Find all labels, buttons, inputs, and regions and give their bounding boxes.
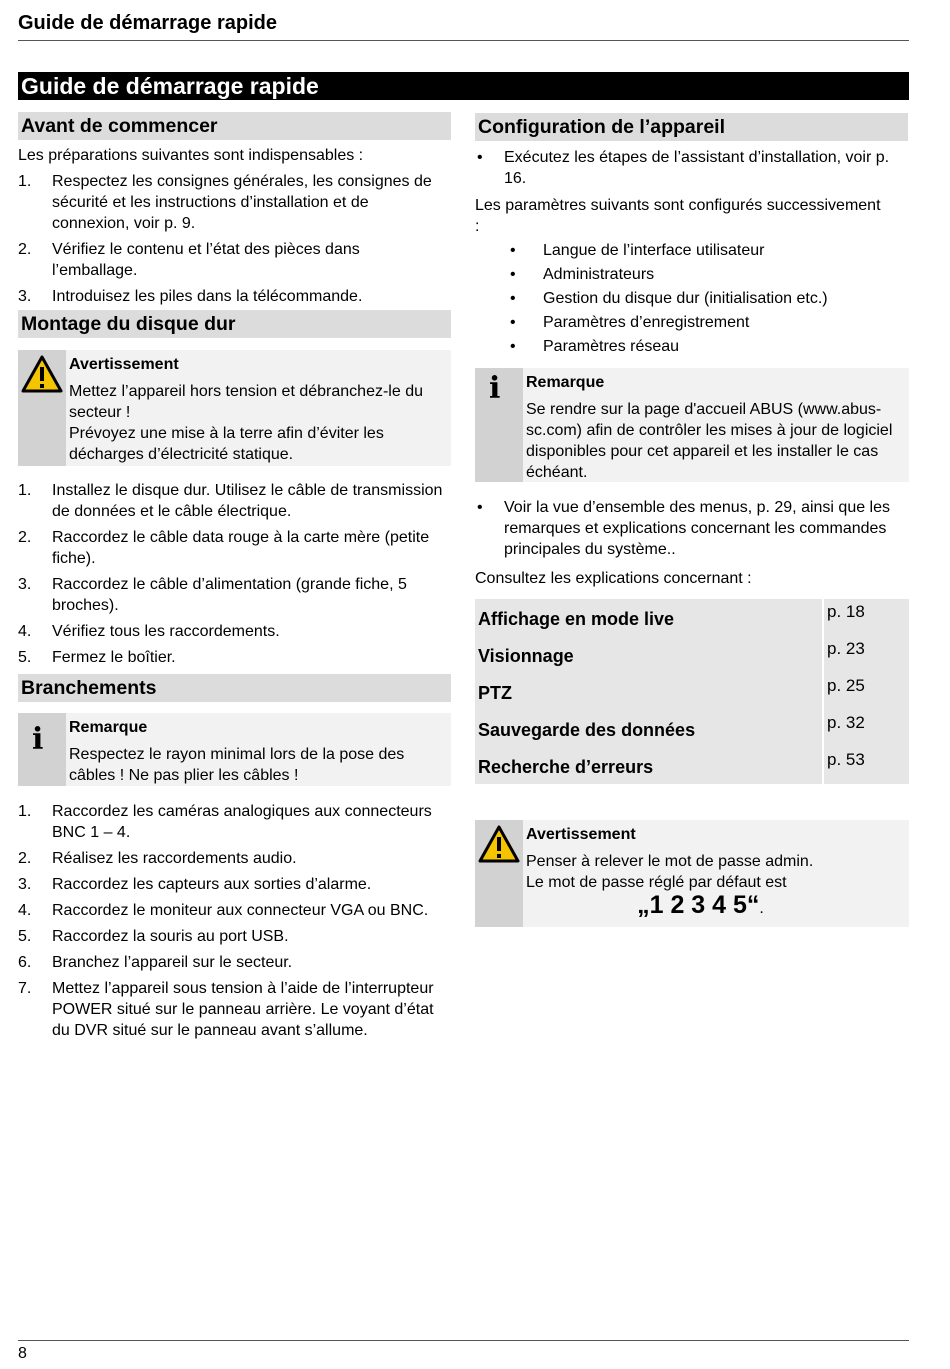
list-item: • Gestion du disque dur (initialisation etc.): [509, 288, 899, 309]
params-list: [509, 240, 899, 360]
table-row: [475, 747, 909, 784]
section-heading-config: Configuration de l’appareil: [475, 113, 908, 141]
footer-rule: [18, 1340, 909, 1341]
header-rule: [18, 40, 909, 41]
list-item: 4. Vérifiez tous les raccordements.: [18, 623, 280, 640]
info-icon-cell: [18, 713, 66, 786]
list-item: 4. Raccordez le moniteur aux connecteur VGA ou BNC.: [18, 902, 429, 919]
config-intro: Les paramètres suivants sont configurés successivement :: [475, 197, 881, 235]
table-row: [475, 710, 909, 747]
table-row: [475, 599, 909, 636]
note-text: Se rendre sur la page d'accueil ABUS (www.abus-sc.com) afin de contrôler les mises à jour de logiciel disponibles pour cet appareil et les installer le cas échéant.: [526, 401, 893, 481]
avant-list: [18, 171, 443, 312]
ref-label: Sauvegarde des données: [475, 710, 822, 747]
warning-body: [526, 824, 905, 919]
list-item: 3. Raccordez les capteurs aux sorties d’alarme.: [18, 876, 372, 893]
note-body: [69, 717, 447, 786]
list-item: 5. Raccordez la souris au port USB.: [18, 928, 289, 945]
ref-label: Recherche d’erreurs: [475, 747, 822, 784]
list-item: 3. Raccordez le câble d’alimentation (grande fiche, 5 broches).: [18, 576, 407, 614]
warning-title: Avertissement: [526, 826, 636, 843]
note-box-branchements: [18, 713, 451, 786]
section-heading-montage: Montage du disque dur: [18, 310, 451, 338]
ref-label: Affichage en mode live: [475, 599, 822, 636]
warning-line: Penser à relever le mot de passe admin.: [526, 853, 814, 870]
warning-triangle-icon: [21, 355, 63, 393]
config-bullets-1: [475, 147, 900, 192]
list-item: • Paramètres réseau: [509, 336, 899, 357]
warning-line: Prévoyez une mise à la terre afin d’éviter les décharges d’électricité statique.: [69, 425, 384, 463]
list-item: 3. Introduisez les piles dans la télécommande.: [18, 288, 363, 305]
ref-page: p. 53: [824, 747, 909, 784]
note-title: Remarque: [526, 374, 605, 391]
warning-line: Mettez l’appareil hors tension et débranchez-le du secteur !: [69, 383, 423, 421]
list-item: • Langue de l’interface utilisateur: [509, 240, 899, 261]
page-title: Guide de démarrage rapide: [18, 72, 909, 100]
list-item: 2. Réalisez les raccordements audio.: [18, 850, 297, 867]
password-period: .: [759, 900, 764, 917]
ref-page: p. 18: [824, 599, 909, 636]
list-item: • Administrateurs: [509, 264, 899, 285]
consult-text: Consultez les explications concernant :: [475, 570, 752, 587]
config-bullets-2: [475, 497, 900, 563]
note-title: Remarque: [69, 719, 148, 736]
list-item: 1. Installez le disque dur. Utilisez le câble de transmission de données et le câble électrique.: [18, 482, 443, 520]
ref-page: p. 25: [824, 673, 909, 710]
section-heading-branchements: Branchements: [18, 674, 451, 702]
table-row: [475, 673, 909, 710]
ref-label: PTZ: [475, 673, 822, 710]
section-heading-avant: Avant de commencer: [18, 112, 451, 140]
info-icon: i: [489, 371, 501, 406]
table-row: [475, 636, 909, 673]
warning-icon-cell: [18, 350, 66, 466]
list-item: 6. Branchez l’appareil sur le secteur.: [18, 954, 293, 971]
password-line: [526, 891, 905, 919]
list-item: 5. Fermez le boîtier.: [18, 649, 176, 666]
branchements-list: [18, 801, 443, 1046]
warning-box-montage: [18, 350, 451, 466]
ref-label: Visionnage: [475, 636, 822, 673]
montage-list: [18, 480, 443, 673]
list-item: 1. Respectez les consignes générales, les consignes de sécurité et les instructions d’installation et de connexion, voir p. 9.: [18, 173, 432, 232]
reference-table: [475, 599, 909, 784]
list-item: • Exécutez les étapes de l’assistant d’installation, voir p. 16.: [475, 147, 900, 189]
note-body: [526, 372, 905, 483]
running-header: Guide de démarrage rapide: [18, 12, 277, 34]
info-icon-cell: [475, 368, 523, 482]
list-item: 2. Vérifiez le contenu et l’état des pièces dans l’emballage.: [18, 241, 360, 279]
list-item: • Voir la vue d’ensemble des menus, p. 29, ainsi que les remarques et explications concernant les commandes principales du système..: [475, 497, 900, 560]
warning-icon-cell: [475, 820, 523, 927]
ref-page: p. 23: [824, 636, 909, 673]
warning-body: [69, 354, 447, 465]
info-icon: i: [32, 722, 44, 757]
default-password: „1 2 3 4 5“: [637, 891, 760, 919]
warning-title: Avertissement: [69, 356, 179, 373]
list-item: 2. Raccordez le câble data rouge à la carte mère (petite fiche).: [18, 529, 430, 567]
warning-box-password: [475, 820, 909, 927]
avant-intro: Les préparations suivantes sont indispensables :: [18, 147, 364, 164]
ref-page: p. 32: [824, 710, 909, 747]
list-item: • Paramètres d’enregistrement: [509, 312, 899, 333]
note-box-config: [475, 368, 909, 482]
page-number: 8: [18, 1345, 27, 1362]
list-item: 7. Mettez l’appareil sous tension à l’aide de l’interrupteur POWER situé sur le panneau arrière. Le voyant d’état du DVR situé sur le panneau avant s’allume.: [18, 980, 434, 1039]
list-item: 1. Raccordez les caméras analogiques aux connecteurs BNC 1 – 4.: [18, 803, 432, 841]
note-text: Respectez le rayon minimal lors de la pose des câbles ! Ne pas plier les câbles !: [69, 746, 405, 784]
warning-triangle-icon: [478, 825, 520, 863]
warning-line: Le mot de passe réglé par défaut est: [526, 874, 787, 891]
